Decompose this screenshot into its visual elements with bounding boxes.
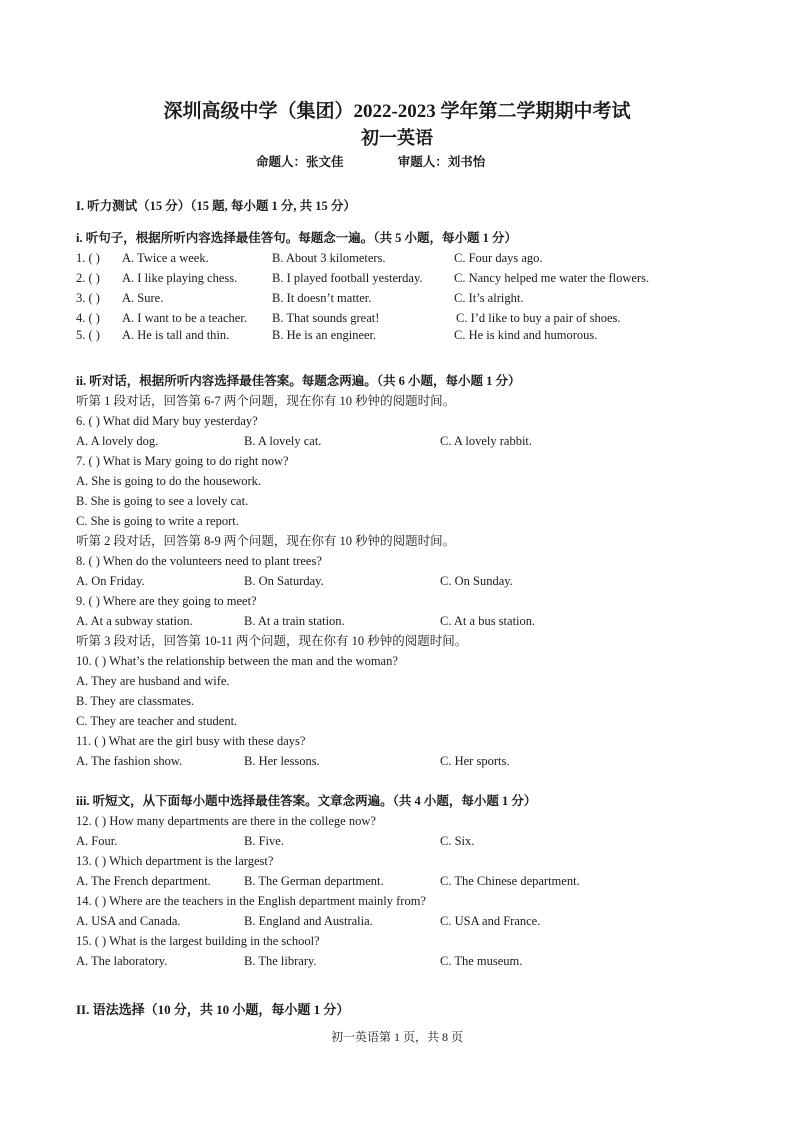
option-b: B. That sounds great! bbox=[272, 311, 380, 325]
option-c: C. She is going to write a report. bbox=[76, 514, 239, 528]
option-a: A. Sure. bbox=[122, 291, 164, 305]
option-a: A. USA and Canada. bbox=[76, 914, 181, 928]
setter-label: 命题人：张文佳 bbox=[256, 155, 344, 169]
question-number: 4. ( ) bbox=[76, 311, 100, 325]
question-10: 10. ( ) What’s the relationship between the man and the woman? bbox=[76, 654, 398, 668]
option-c: C. The Chinese department. bbox=[440, 874, 580, 888]
question-9: 9. ( ) Where are they going to meet? bbox=[76, 594, 257, 608]
question-8: 8. ( ) When do the volunteers need to plant trees? bbox=[76, 554, 322, 568]
exam-authors bbox=[256, 152, 485, 170]
option-a: A. Four. bbox=[76, 834, 118, 848]
option-c: C. Her sports. bbox=[440, 754, 510, 768]
option-c: C. They are teacher and student. bbox=[76, 714, 238, 728]
option-a: A. The French department. bbox=[76, 874, 211, 888]
option-b: B. About 3 kilometers. bbox=[272, 251, 386, 265]
section-iii-instruction: iii. 听短文，从下面每小题中选择最佳答案。文章念两遍。（共 4 小题，每小题 1 分） bbox=[76, 794, 537, 808]
option-a: A. He is tall and thin. bbox=[122, 328, 230, 342]
option-b: B. The German department. bbox=[244, 874, 384, 888]
option-b: B. I played football yesterday. bbox=[272, 271, 423, 285]
option-b: B. They are classmates. bbox=[76, 694, 195, 708]
option-a: A. The laboratory. bbox=[76, 954, 168, 968]
question-number: 3. ( ) bbox=[76, 291, 100, 305]
reviewer-label: 审题人：刘书怡 bbox=[397, 155, 486, 169]
option-c: C. It’s alright. bbox=[454, 291, 524, 305]
option-b: B. At a train station. bbox=[244, 614, 345, 628]
option-a: A. I want to be a teacher. bbox=[122, 311, 247, 325]
option-b: B. A lovely cat. bbox=[244, 434, 322, 448]
option-a: A. On Friday. bbox=[76, 574, 145, 588]
option-c: C. At a bus station. bbox=[440, 614, 536, 628]
question-number: 5. ( ) bbox=[76, 328, 100, 342]
question-15: 15. ( ) What is the largest building in the school? bbox=[76, 934, 320, 948]
option-a: A. Twice a week. bbox=[122, 251, 209, 265]
question-number: 1. ( ) bbox=[76, 251, 100, 265]
section-i-instruction: i. 听句子，根据所听内容选择最佳答句。每题念一遍。（共 5 小题，每小题 1 分） bbox=[76, 231, 517, 245]
question-number: 2. ( ) bbox=[76, 271, 100, 285]
page-footer: 初一英语第 1 页，共 8 页 bbox=[330, 1030, 463, 1044]
option-b: B. The library. bbox=[244, 954, 317, 968]
question-13: 13. ( ) Which department is the largest? bbox=[76, 854, 274, 868]
question-11: 11. ( ) What are the girl busy with these days? bbox=[76, 734, 306, 748]
dialogue-1-note: 听第 1 段对话，回答第 6-7 两个问题，现在你有 10 秒钟的阅题时间。 bbox=[76, 394, 456, 408]
option-b: B. He is an engineer. bbox=[272, 328, 377, 342]
option-b: B. It doesn’t matter. bbox=[272, 291, 372, 305]
option-c: C. The museum. bbox=[440, 954, 523, 968]
option-a: A. A lovely dog. bbox=[76, 434, 159, 448]
question-12: 12. ( ) How many departments are there in the college now? bbox=[76, 814, 376, 828]
part1-heading: I. 听力测试（15 分）（15 题, 每小题 1 分, 共 15 分） bbox=[76, 199, 356, 213]
question-6: 6. ( ) What did Mary buy yesterday? bbox=[76, 414, 258, 428]
option-c: C. Nancy helped me water the flowers. bbox=[454, 271, 650, 285]
question-14: 14. ( ) Where are the teachers in the English department mainly from? bbox=[76, 894, 426, 908]
part2-heading: II. 语法选择（10 分，共 10 小题，每小题 1 分） bbox=[76, 1002, 350, 1017]
option-c: C. Six. bbox=[440, 834, 475, 848]
option-b: B. Her lessons. bbox=[244, 754, 320, 768]
option-b: B. She is going to see a lovely cat. bbox=[76, 494, 249, 508]
option-b: B. Five. bbox=[244, 834, 284, 848]
option-c: C. A lovely rabbit. bbox=[440, 434, 533, 448]
option-a: A. I like playing chess. bbox=[122, 271, 238, 285]
option-c: C. I’d like to buy a pair of shoes. bbox=[456, 311, 621, 325]
option-a: A. She is going to do the housework. bbox=[76, 474, 262, 488]
option-b: B. On Saturday. bbox=[244, 574, 324, 588]
option-c: C. USA and France. bbox=[440, 914, 541, 928]
option-a: A. They are husband and wife. bbox=[76, 674, 230, 688]
option-a: A. The fashion show. bbox=[76, 754, 183, 768]
exam-title: 深圳高级中学（集团）2022-2023 学年第二学期期中考试 bbox=[163, 101, 631, 122]
option-a: A. At a subway station. bbox=[76, 614, 193, 628]
question-7: 7. ( ) What is Mary going to do right now? bbox=[76, 454, 289, 468]
option-c: C. He is kind and humorous. bbox=[454, 328, 598, 342]
dialogue-3-note: 听第 3 段对话，回答第 10-11 两个问题，现在你有 10 秒钟的阅题时间。 bbox=[76, 634, 468, 648]
dialogue-2-note: 听第 2 段对话，回答第 8-9 两个问题，现在你有 10 秒钟的阅题时间。 bbox=[76, 534, 456, 548]
option-b: B. England and Australia. bbox=[244, 914, 373, 928]
option-c: C. On Sunday. bbox=[440, 574, 513, 588]
exam-subtitle: 初一英语 bbox=[361, 128, 433, 148]
section-ii-instruction: ii. 听对话，根据所听内容选择最佳答案。每题念两遍。（共 6 小题，每小题 1 分） bbox=[76, 374, 521, 388]
option-c: C. Four days ago. bbox=[454, 251, 543, 265]
